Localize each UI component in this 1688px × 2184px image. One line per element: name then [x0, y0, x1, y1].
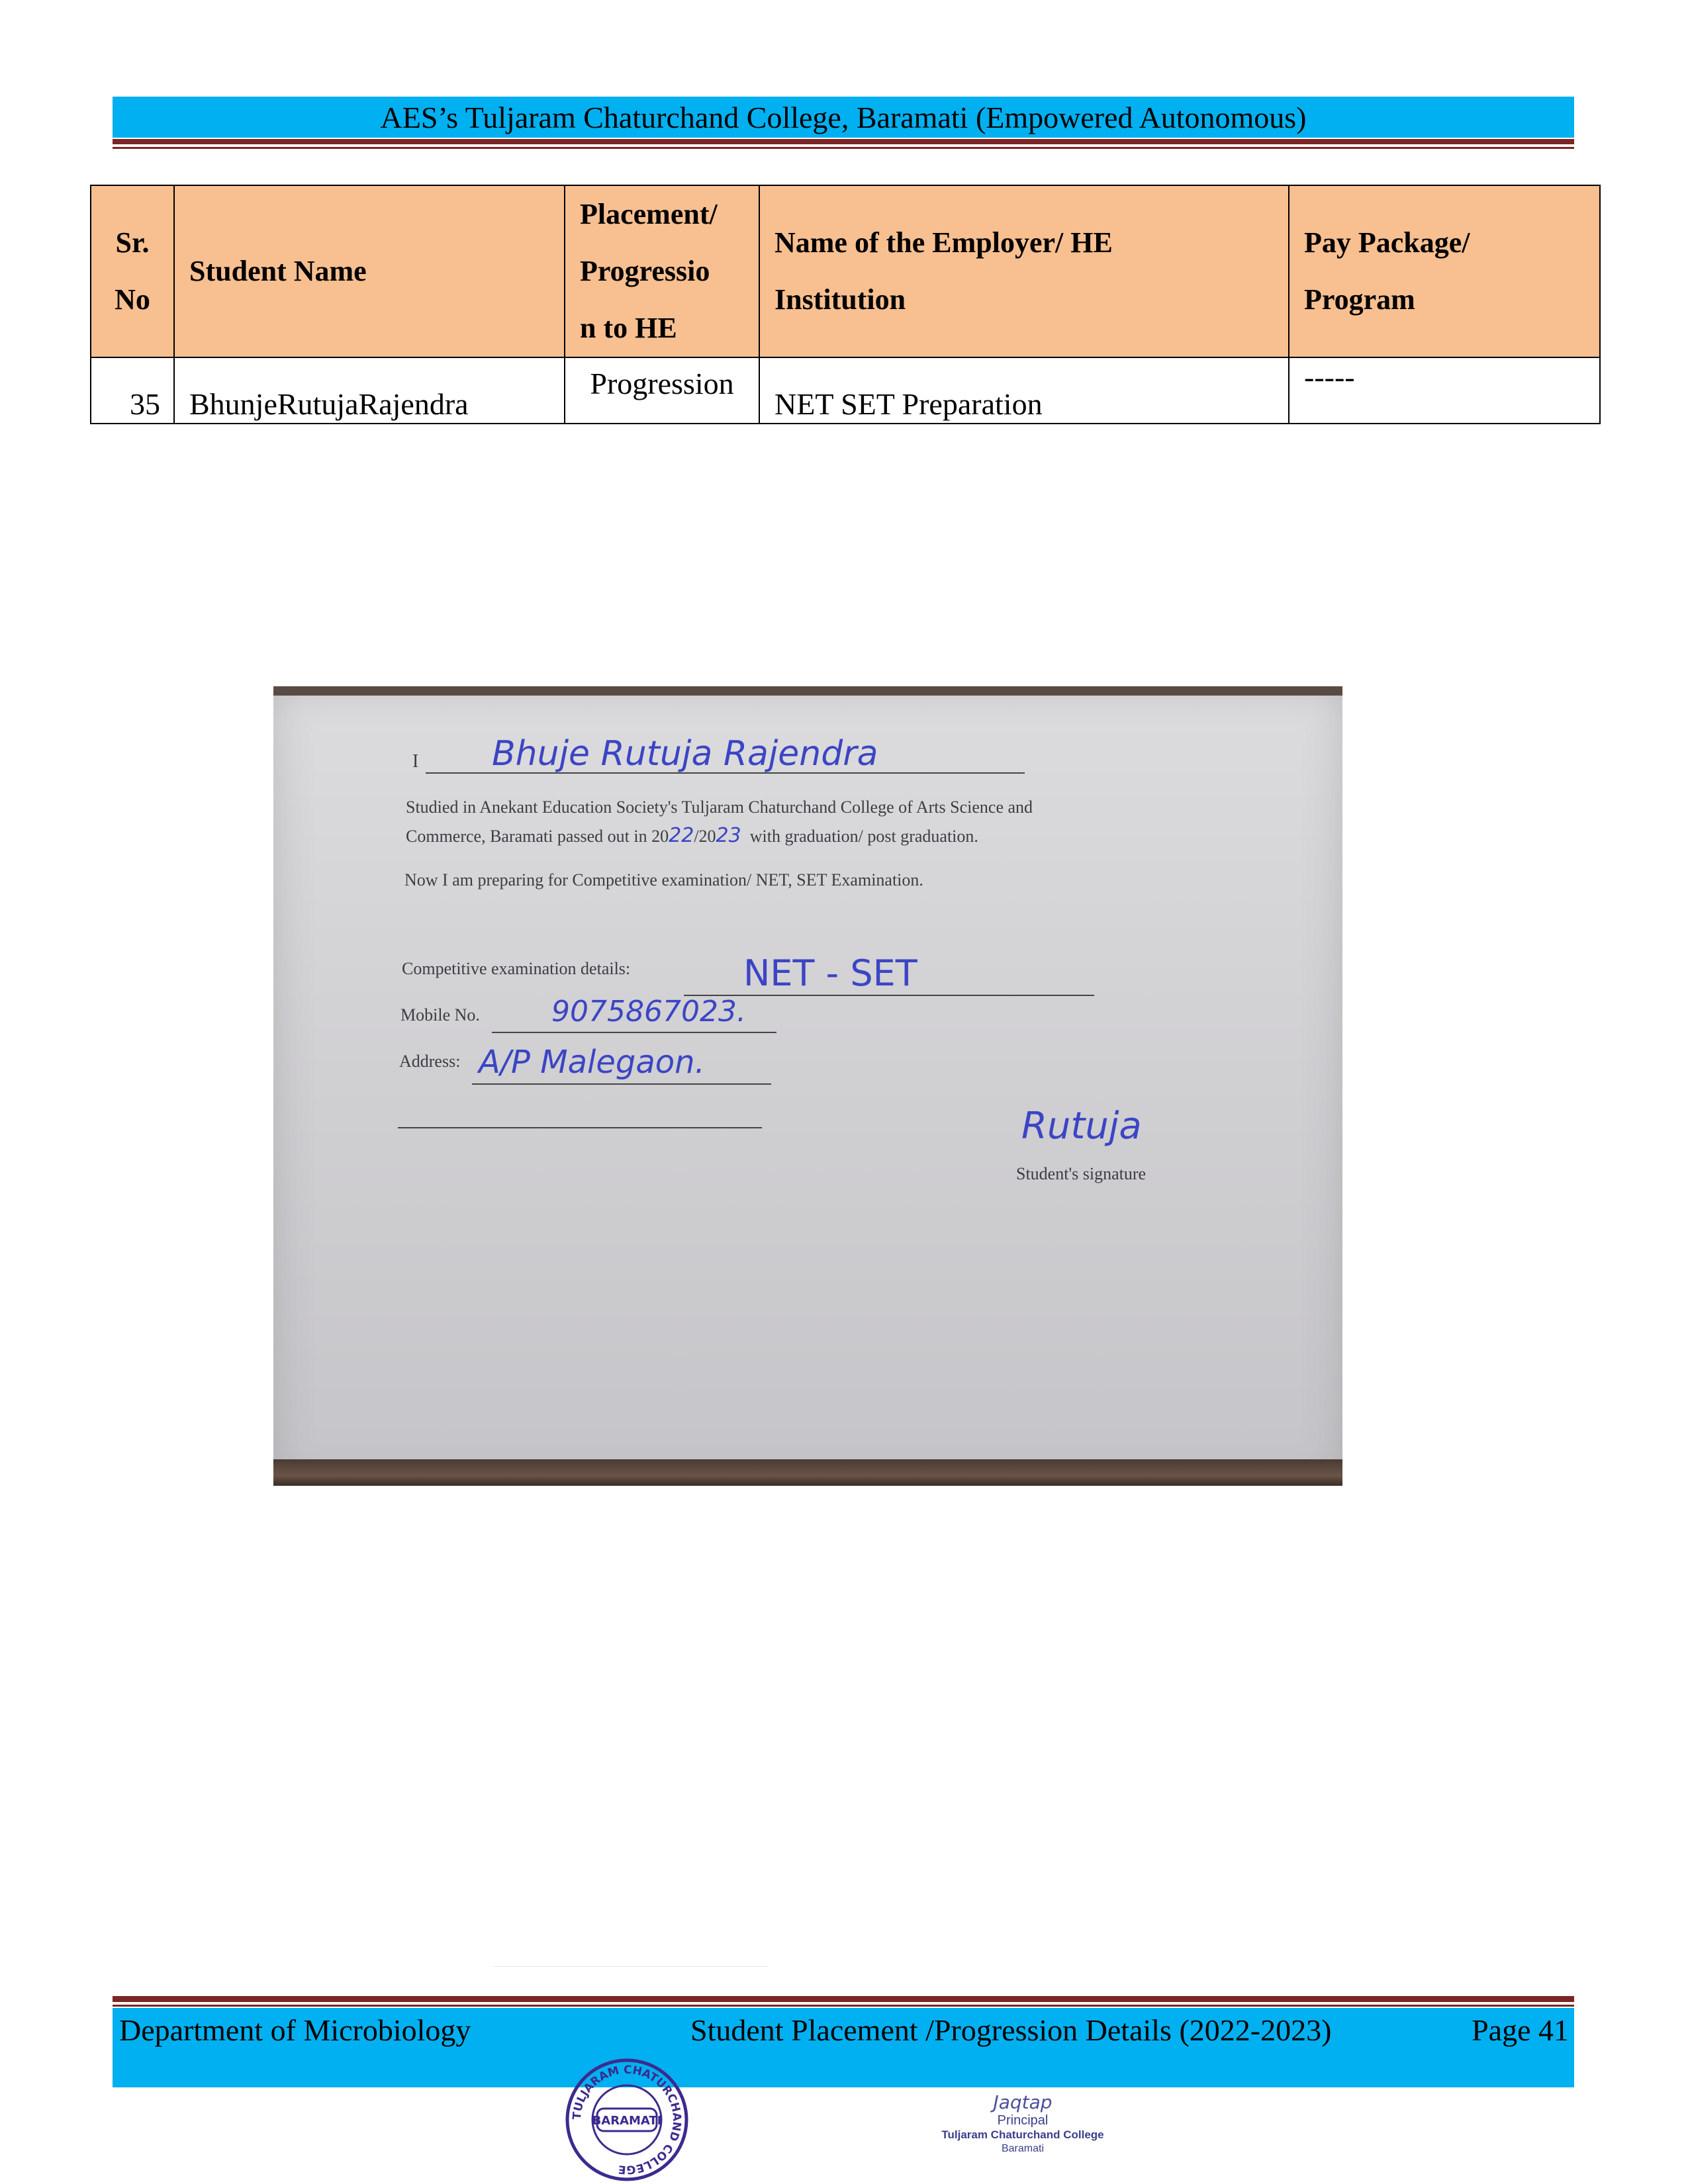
header-rule [113, 139, 1574, 144]
header-bar [113, 97, 1574, 138]
cell-pay-package: ----- [1289, 357, 1600, 424]
page-number: Page 41 [1472, 2013, 1569, 2047]
cell-placement: Progression [565, 357, 759, 424]
principal-block [923, 2091, 1122, 2177]
handwritten-name: Bhuje Rutuja Rajendra [492, 734, 878, 774]
principal-title: Principal [997, 2113, 1049, 2128]
address-underline [472, 1083, 771, 1085]
college-stamp [564, 2057, 690, 2183]
faint-rule [493, 1966, 768, 1967]
header-sr-no: Sr. No [91, 185, 174, 357]
declaration-photo [273, 686, 1342, 1486]
header-employer: Name of the Employer/ HE Institution [759, 185, 1289, 357]
address-value: A/P Malegaon. [479, 1044, 705, 1081]
name-prefix: I [412, 751, 419, 772]
footer-rule-thin [113, 2005, 1574, 2007]
photo-top-edge [273, 686, 1342, 696]
cell-employer: NET SET Preparation [759, 357, 1289, 424]
header-pay-package: Pay Package/ Program [1289, 185, 1600, 357]
footer-rule [113, 1996, 1574, 2002]
exam-value: NET - SET [743, 952, 917, 994]
footer-bar [113, 2008, 1574, 2087]
footer-title: Student Placement /Progression Details (2022-2023) [690, 2013, 1332, 2047]
mobile-label: Mobile No. [400, 1005, 480, 1024]
placement-table [90, 185, 1601, 424]
exam-label: Competitive examination details: [402, 959, 631, 978]
student-signature: Rutuja [1021, 1105, 1142, 1148]
table-row [91, 357, 1600, 424]
principal-place: Baramati [1001, 2143, 1045, 2154]
year-to: 23 [716, 824, 741, 847]
header-rule-thin [113, 147, 1574, 149]
preparing-line: Now I am preparing for Competitive examination/ NET, SET Examination. [404, 870, 923, 889]
mobile-underline [492, 1032, 776, 1033]
cell-sr-no: 35 [91, 357, 174, 424]
studied-line-2: Commerce, Baramati passed out in 2022/2023 with graduation/ post graduation. [406, 824, 978, 847]
footer-department: Department of Microbiology [119, 2013, 471, 2047]
header-placement: Placement/ Progressio n to HE [565, 185, 759, 357]
header-student-name: Student Name [174, 185, 565, 357]
college-title: AES’s Tuljaram Chaturchand College, Baramati (Empowered Autonomous) [380, 100, 1307, 134]
cell-student-name: BhunjeRutujaRajendra [174, 357, 565, 424]
signature-label: Student's signature [1016, 1164, 1147, 1183]
photo-bottom-edge [273, 1459, 1342, 1486]
stamp-ring-text: TULJARAM CHATURCHAND COLLEGE [570, 2063, 684, 2177]
mobile-value: 9075867023. [551, 995, 746, 1028]
studied-line-1: Studied in Anekant Education Society's Tuljaram Chaturchand College of Arts Science and [406, 797, 1033, 817]
address-label: Address: [399, 1052, 461, 1071]
year-from: 22 [669, 824, 694, 847]
stamp-center-text: BARAMATI [592, 2114, 662, 2128]
table-header-row [91, 185, 1600, 357]
address-line-2 [398, 1127, 762, 1128]
principal-college: Tuljaram Chaturchand College [941, 2128, 1104, 2141]
principal-signature: Jaqtap [993, 2091, 1053, 2113]
